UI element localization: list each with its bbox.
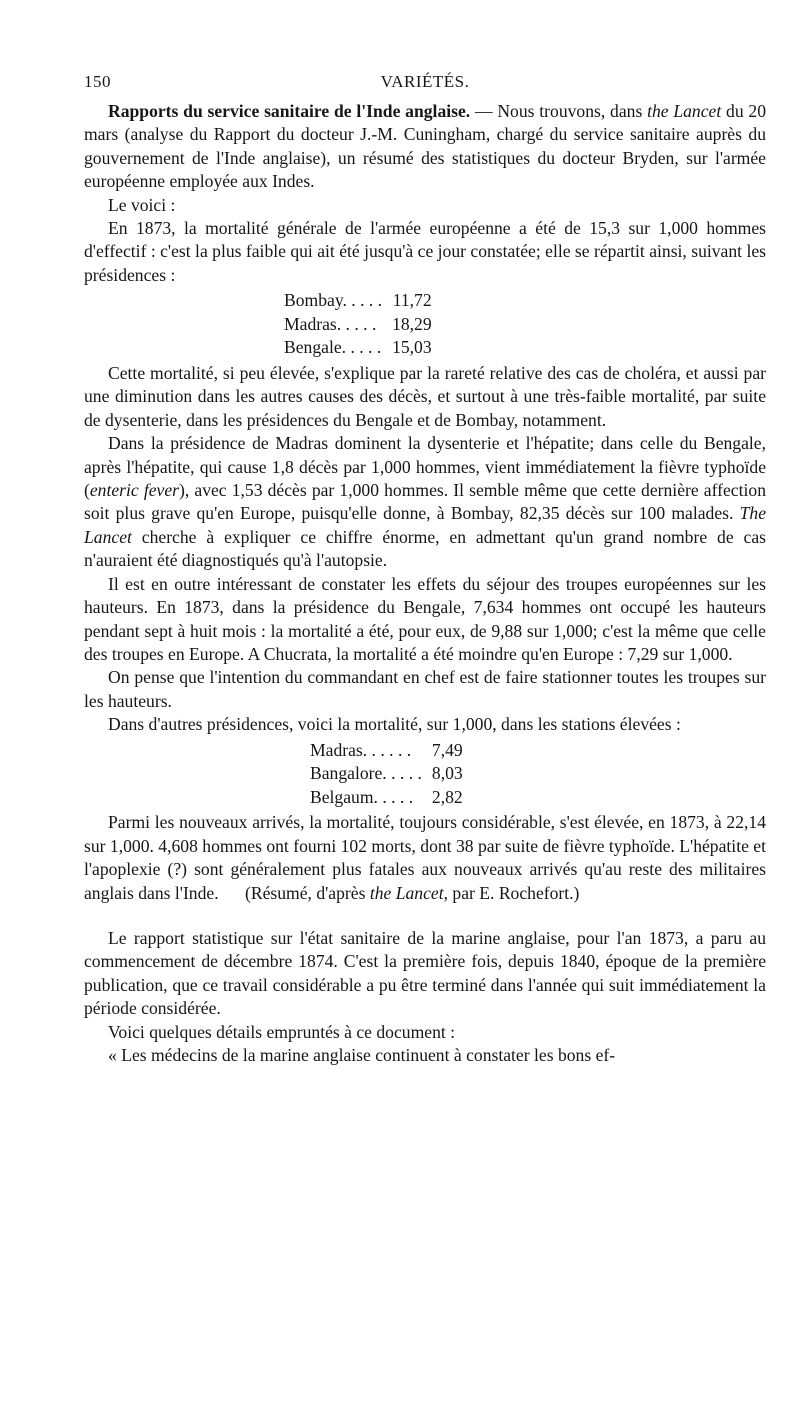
presidency-name: Bombay. . . . . (284, 290, 383, 311)
table-row (310, 739, 463, 763)
section-gap (84, 905, 766, 927)
paragraph-quote: « Les médecins de la marine anglaise continuent à constater les bons ef- (108, 1044, 616, 1065)
journal-name: the Lancet (647, 101, 722, 121)
page-number: 150 (84, 72, 111, 91)
table-row (284, 336, 432, 360)
paragraph-cholera: Cette mortalité, si peu élevée, s'explique par la rareté relative des cas de choléra, et aussi par une diminution dans les autres causes des décès, et surtout à une très-faible mortalité, par suite de dysenterie, dans les présidences du Bengale et de Bombay, notamment. (84, 363, 766, 430)
journal-name: The Lancet (84, 503, 766, 547)
mortality-value: 2,82 (431, 786, 463, 807)
running-header (84, 70, 766, 96)
presidency-mortality-table (284, 289, 432, 360)
station-name: Belgaum. . . . . (310, 786, 414, 807)
running-title: VARIÉTÉS. (380, 72, 470, 91)
presidency-name: Madras. . . . . (284, 313, 377, 334)
paragraph-voici: Le voici : (108, 194, 176, 215)
mortality-value: 18,29 (392, 313, 432, 334)
table-row (310, 786, 463, 810)
paragraph-madras: Dans la présidence de Madras dominent la dysenterie et l'hépatite; dans celle du Bengale, après l'hépatite, qui cause 1,8 décès par 1,000 hommes, vient immédiatement la fièvre typhoïde (enteric fever), avec 1,53 décès par 1,000 hommes. Il semble même que cette dernière affection soit plus grave qu'en Europe, puisqu'elle donne, à Bombay, 82,35 décès sur 100 malades. The Lancet cherche à expliquer ce chiffre énorme, en admettant qu'un grand nombre de cas n'auraient été diagnostiqués qu'à l'autopsie. (84, 433, 766, 571)
paragraph-marine-report: Le rapport statistique sur l'état sanitaire de la marine anglaise, pour l'an 1873, a paru au commencement de décembre 1874. C'est la première fois, depuis 1840, époque de la première publication, que ce travail considérable a pu être terminé dans l'année qui suit immédiatement la période considérée. (84, 927, 766, 1019)
paragraph-intention: On pense que l'intention du commandant en chef est de faire stationner toutes les troupes sur les hauteurs. (84, 667, 766, 711)
table-row (284, 289, 432, 313)
article-title: Rapports du service sanitaire de l'Inde anglaise. (108, 101, 471, 121)
paragraph-details: Voici quelques détails empruntés à ce document : (108, 1021, 456, 1042)
paragraph-nouveaux-arrives: Parmi les nouveaux arrivés, la mortalité, toujours considérable, s'est élevée, en 1873, à 22,14 sur 1,000. 4,608 hommes ont fourni 102 morts, dont 38 par suite de fièvre typhoïde. L'hépatite et l'apoplexie (?) sont généralement plus fatales aux nouveaux arrivés qu'au reste des militaires anglais dans l'Inde. (Résumé, d'après the Lancet, par E. Rochefort.) (84, 812, 771, 903)
document-page (84, 70, 771, 1067)
table-row (284, 313, 432, 337)
paragraph-autres-presidences: Dans d'autres présidences, voici la mortalité, sur 1,000, dans les stations élevées : (108, 714, 681, 735)
enteric-fever-term: enteric fever (89, 480, 179, 501)
mortality-value: 11,72 (392, 290, 432, 311)
mortality-value: 15,03 (392, 337, 432, 358)
presidency-name: Bengale. . . . . (284, 337, 382, 358)
paragraph-hauteurs: Il est en outre intéressant de constater les effets du séjour des troupes européennes sur les hauteurs. En 1873, dans la présidence du Bengale, 7,634 hommes ont occupé les hauteurs pendant sept à huit mois : la mortalité a été, pour eux, de 9,88 sur 1,000; c'est la même que celle des troupes en Europe. A Chucrata, la mortalité a été moindre qu'en Europe : 7,29 sur 1,000. (84, 573, 766, 664)
paragraph-mortality-1873: En 1873, la mortalité générale de l'armée européenne a été de 15,3 sur 1,000 hommes d'effectif : c'est la plus faible qui ait été jusqu'à ce jour constatée; elle se répartit ainsi, suivant les présidences : (84, 218, 766, 285)
table-row (310, 762, 463, 786)
journal-name: the Lancet (369, 882, 444, 903)
mortality-value: 8,03 (431, 763, 463, 784)
station-name: Madras. . . . . . (310, 739, 412, 760)
mortality-value: 7,49 (431, 739, 463, 760)
elevated-stations-table (310, 739, 463, 810)
intro-paragraph: Rapports du service sanitaire de l'Inde anglaise. — Nous trouvons, dans the Lancet du 20 mars (analyse du Rapport du docteur J.-M. Cuningham, chargé du service sanitaire auprès du gouvernement de l'Inde anglaise), un résumé des statistiques du docteur Bryden, sur l'armée européenne employée aux Indes. (84, 101, 767, 192)
station-name: Bangalore. . . . . (310, 763, 422, 784)
